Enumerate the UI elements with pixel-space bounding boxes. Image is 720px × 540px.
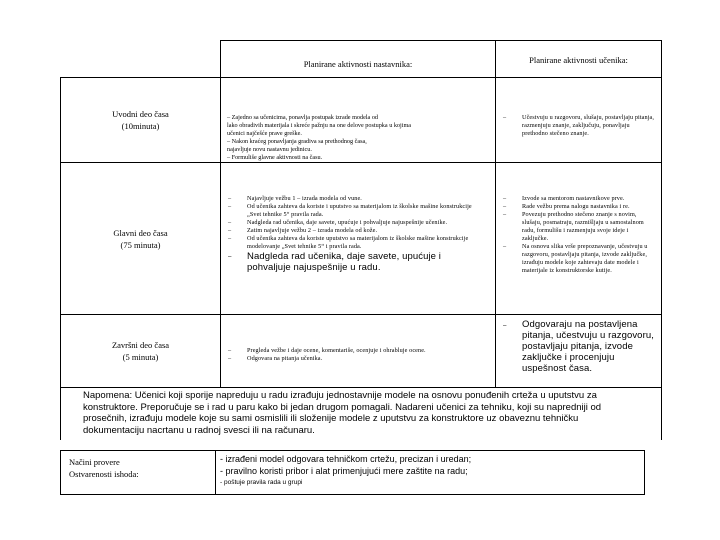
intro-row: [61, 78, 662, 163]
final-student-cell: [496, 315, 662, 388]
intro-teacher-line: – Nakon kraćeg ponavljanja gradiva sa prethodnog časa,: [227, 138, 367, 145]
main-student-item: – Izvode sa mentorom nastavnikove prve.: [503, 195, 625, 202]
main-student-item: – Povezuju prethodno stečeno znanje s novim, slušaju, posmatraju, razmišljaju u samostalnom radu, formulišu i razmenjuju svoje ideje i zaključke.: [503, 211, 644, 242]
main-teacher-item: – Od učenika zahteva da koriste uputstvo sa materijalom iz školske mašine konstrukcije modelovanje „Svet tehnike 5“ i pravila rada.: [228, 235, 469, 250]
main-teacher-item: – Najavljuje vežbu 1 – izrada modela od vune.: [228, 195, 362, 202]
student-column-header: [496, 41, 662, 78]
intro-teacher-line: najavljuje novu nastavnu jedinicu.: [227, 146, 312, 153]
main-teacher-item: – Zatim najavljuje vežbu 2 – izrada modela od kože.: [228, 227, 378, 234]
main-phase-title: Glavni deo časa: [113, 227, 168, 238]
main-teacher-item: – Nadgleda rad učenika, daje savete, upućuje i pohvaljuje najuspešnije učenike.: [228, 219, 448, 226]
outcomes-row: [61, 451, 645, 495]
intro-teacher-cell: [221, 78, 496, 163]
lesson-plan-table: [60, 40, 662, 440]
intro-phase-title: Uvodni deo časa: [112, 109, 169, 119]
main-phase-duration: (75 minuta): [120, 239, 161, 250]
main-row: [61, 163, 662, 315]
final-teacher-item: – Pregleda vežbe i daje ocene, komentariše, ocenjuje i ohrabluje ocene.: [228, 347, 426, 354]
final-phase-title: Završni deo časa: [111, 340, 170, 350]
teacher-column-title: Planirane aktivnosti nastavnika:: [303, 59, 413, 69]
note-text: Napomena: Učenici koji sporije napreduju u radu izrađuju jednostavnije modele na osnovu ponuđenih crteža u uputstvu za konstruktore. Preporučuje se i rad u paru kako bi jedan drugom pomagali. Nadareni učenici za tehniku, koji su napredniji od prosečnih, izrađuju modele koje su sami osmislili ili složenije modele z uputstvu za konstruktore uz obaveznu tehničku dokumentaciju nacrtanu u radnoj svesci ili na računaru.: [83, 390, 602, 436]
intro-teacher-line: učenici najčešće prave greške.: [227, 130, 302, 137]
final-teacher-cell: [221, 315, 496, 388]
main-student-item: – Na osnovu slika vrše prepoznavanje, učestvuju u razgovoru, postavljaju pitanja, izvode zaključke, izrađuju modele koje zahtevaju date modele i materijale iz konstruktorske kutije.: [503, 243, 648, 274]
header-row: [61, 41, 662, 78]
final-row: [61, 315, 662, 388]
student-column-title: Planirane aktivnosti učenika:: [529, 55, 628, 65]
outcomes-label: Ostvarenosti ishoda:: [69, 469, 139, 479]
outcome-item: - izrađeni model odgovara tehničkom crtežu, precizan i uredan;: [220, 454, 472, 464]
main-student-item: – Rade vežbu prema nalogu nastavnika i re.: [503, 203, 630, 210]
main-teacher-item: – Od učenika zahteva da koriste i uputstvo sa materijalom iz školske mašine konstrukcije „Svet tehnike 5“ pravila rada.: [228, 203, 472, 218]
outcome-item: - pravilno koristi pribor i alat primenjujući mere zaštite na radu;: [220, 465, 468, 476]
main-student-cell: [496, 163, 662, 315]
intro-teacher-line: – Formuliše glavne aktivnosti na času.: [227, 154, 323, 161]
outcomes-table: [60, 450, 645, 495]
final-phase-duration: (5 minuta): [122, 352, 159, 362]
intro-teacher-line: lako obradivih materijala i skreće pažnju na one delove postupka u kojima: [227, 122, 412, 129]
outcomes-label-cell: [61, 451, 216, 495]
intro-student-item: – Učestvuju u razgovoru, slušaju, postavljaju pitanja, razmenjuju znanje, zaključuju, ponavljaju prethodno stečeno znanje.: [503, 114, 655, 137]
intro-phase-duration: (10minuta): [121, 121, 160, 131]
teacher-column-header: [221, 41, 496, 78]
final-phase-cell: [61, 315, 221, 388]
final-teacher-item: – Odgovara na pitanja učenika.: [228, 355, 323, 362]
bullet-dash: –: [503, 114, 507, 121]
main-teacher-item: – Nadgleda rad učenika, daje savete, upućuje i pohvaljuje najuspešnije u radu.: [228, 251, 442, 273]
final-student-item: – Odgovaraju na postavljena pitanja, učestvuju u razgovoru, postavljaju pitanja, izvode zaključke i procenjuju uspešnost časa.: [503, 319, 654, 374]
outcomes-list-cell: [216, 451, 645, 495]
intro-phase-cell: [61, 78, 221, 163]
main-teacher-cell: [221, 163, 496, 315]
intro-student-cell: [496, 78, 662, 163]
outcomes-label: Načini provere: [69, 457, 120, 467]
note-cell: [61, 388, 662, 440]
header-empty-cell: [61, 41, 221, 78]
main-phase-cell: [61, 163, 221, 315]
outcome-item-small: - poštuje pravila rada u grupi: [220, 479, 303, 486]
intro-teacher-line: – Zajedno sa učenicima, ponavlja postupak izrade modela od: [227, 114, 379, 121]
note-row: [61, 388, 662, 440]
